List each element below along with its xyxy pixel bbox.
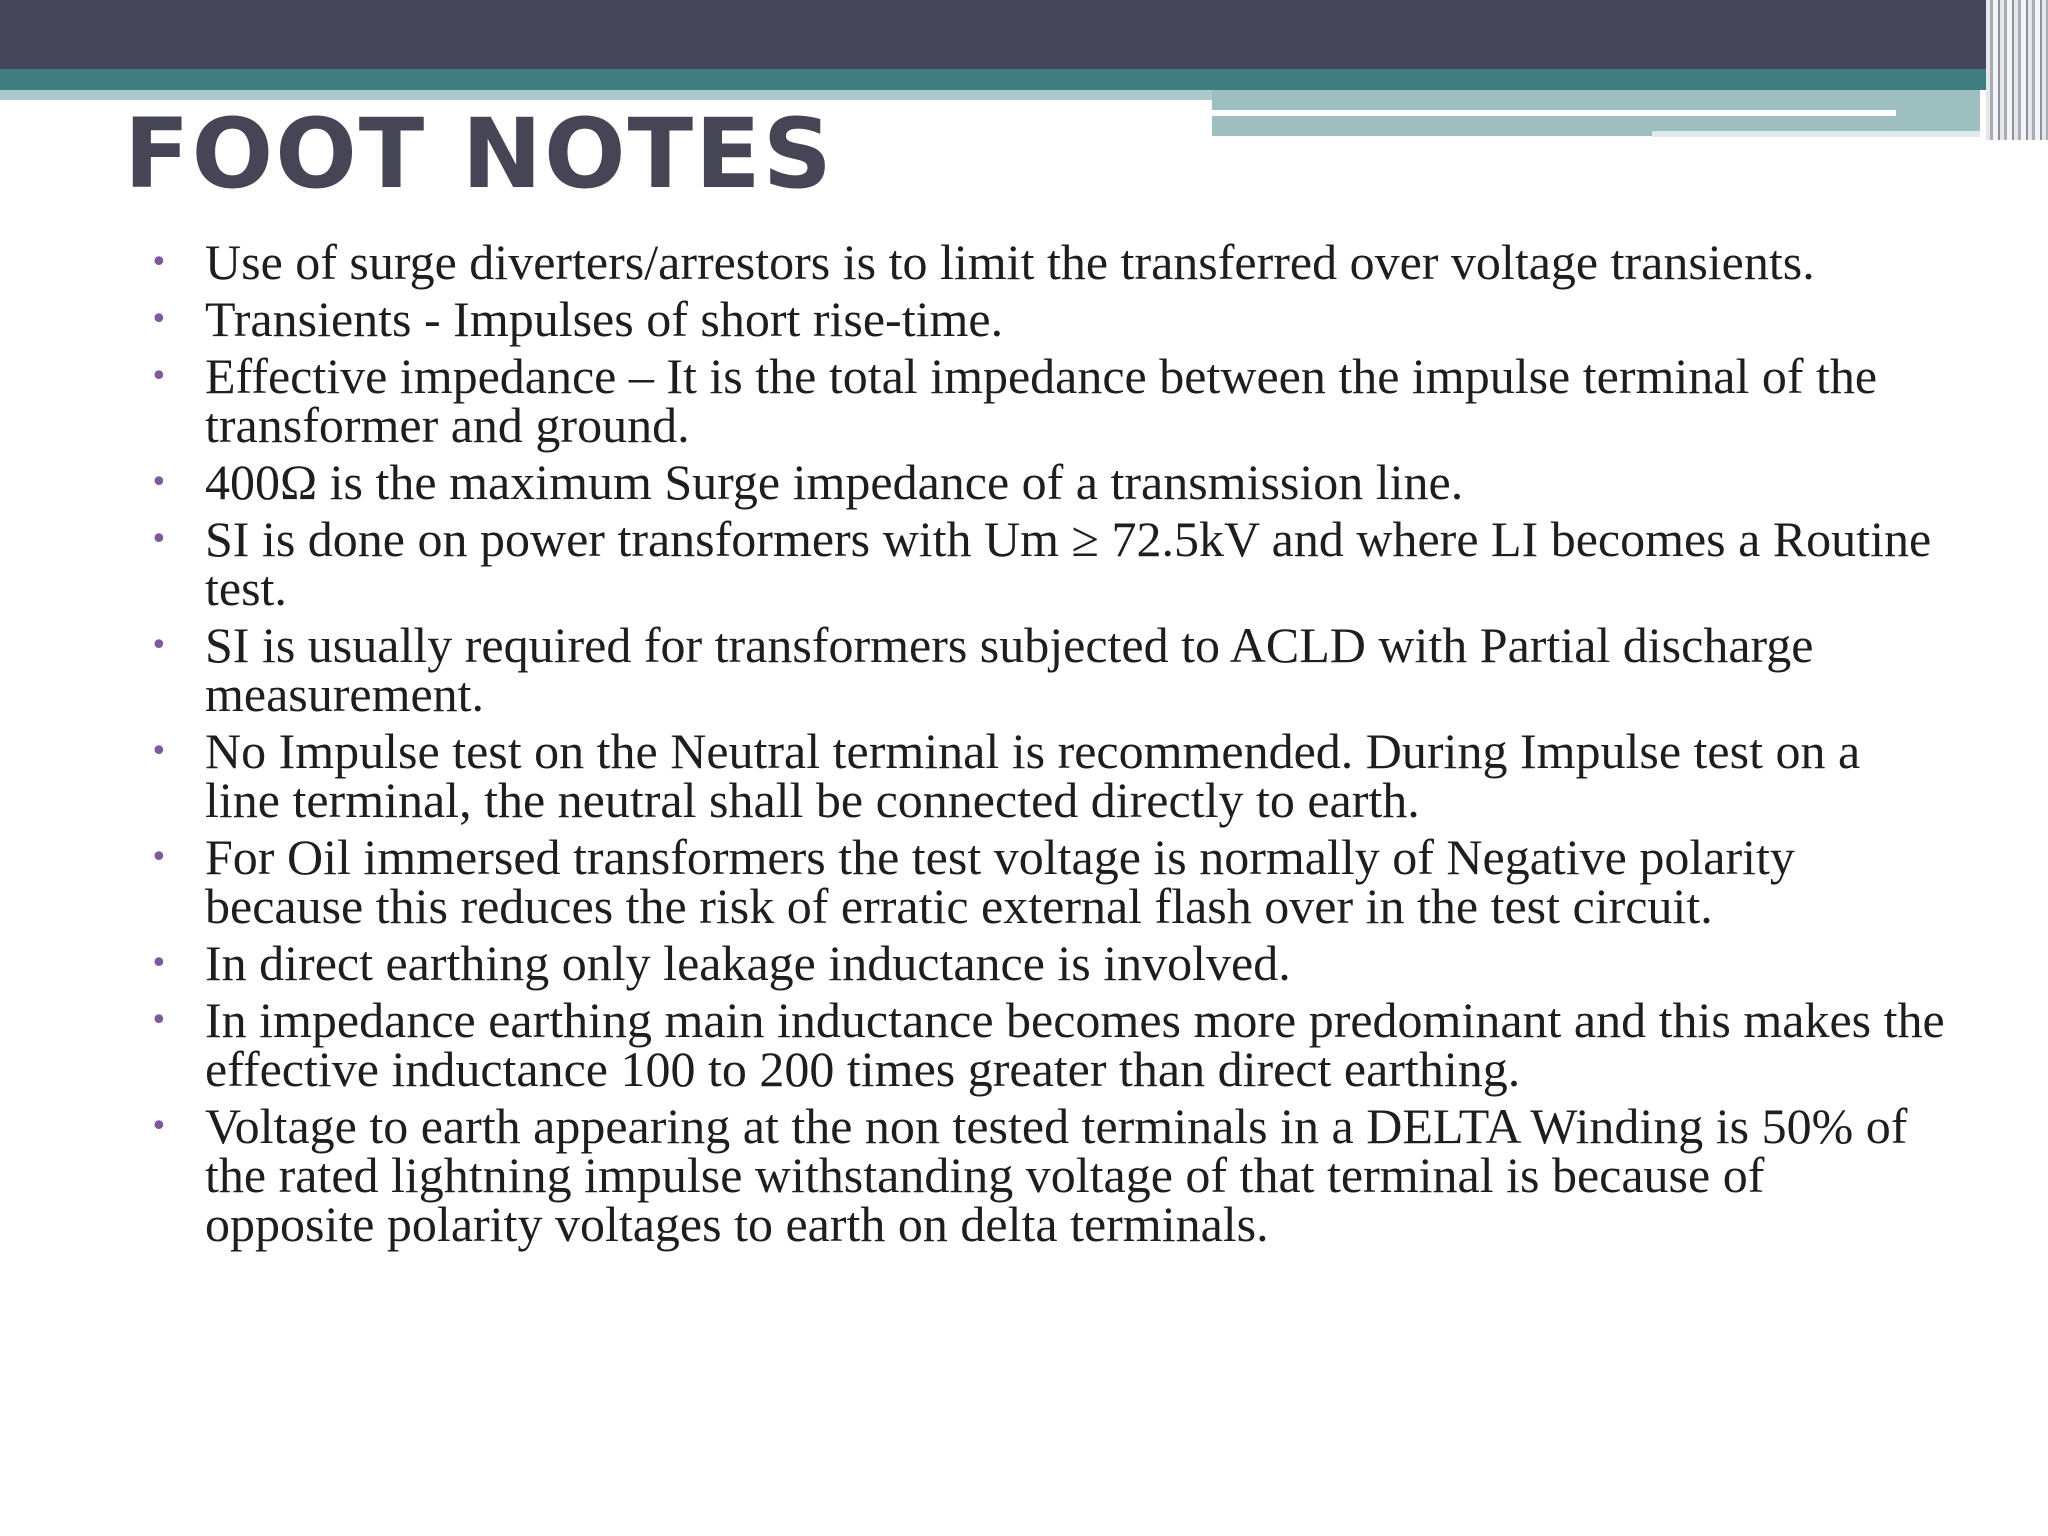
header-band-light-under	[1652, 131, 1980, 137]
header-band-divider-line	[1212, 110, 1896, 116]
bullet-text: 400Ω is the maximum Surge impedance of a transmission line.	[205, 454, 1464, 510]
bullet-text: Effective impedance – It is the total impedance between the impulse terminal of the transformer and ground.	[205, 348, 1878, 453]
bullet-text: Use of surge diverters/arrestors is to limit the transferred over voltage transients.	[205, 234, 1815, 290]
bullet-item	[0, 348, 1945, 453]
bullet-item	[0, 511, 1945, 616]
bullet-item	[0, 829, 1945, 934]
header-band-teal	[0, 69, 2048, 90]
bullet-text: Voltage to earth appearing at the non tested terminals in a DELTA Winding is 50% of the rated lightning impulse withstanding voltage of that terminal is because of opposite polarity voltages to earth on delta terminals.	[205, 1098, 1908, 1252]
bullet-marker-icon: •	[150, 302, 168, 337]
bullet-marker-icon: •	[150, 522, 168, 557]
bullet-text: SI is done on power transformers with Um ≥ 72.5kV and where LI becomes a Routine test.	[205, 511, 1932, 616]
bullet-marker-icon: •	[150, 734, 168, 769]
slide-title: FOOT NOTES	[124, 98, 834, 210]
bullet-item	[0, 992, 1945, 1097]
bullet-item	[0, 234, 1945, 290]
bullet-item	[0, 723, 1945, 828]
bullet-text: In impedance earthing main inductance becomes more predominant and this makes the effective inductance 100 to 200 times greater than direct earthing.	[205, 992, 1945, 1097]
bullet-marker-icon: •	[150, 1109, 168, 1144]
bullet-marker-icon: •	[150, 245, 168, 280]
corner-stripes-decoration	[1986, 0, 2048, 140]
bullet-item	[0, 291, 1945, 347]
bullet-item	[0, 454, 1945, 510]
bullet-text: SI is usually required for transformers subjected to ACLD with Partial discharge measurement.	[205, 617, 1814, 722]
bullet-text: In direct earthing only leakage inductance is involved.	[205, 935, 1291, 991]
header-band-dark	[0, 0, 2048, 69]
bullet-list	[0, 234, 2048, 1257]
bullet-marker-icon: •	[150, 946, 168, 981]
bullet-item	[0, 935, 1945, 991]
bullet-text: For Oil immersed transformers the test voltage is normally of Negative polarity because this reduces the risk of erratic external flash over in the test circuit.	[205, 829, 1795, 934]
bullet-marker-icon: •	[150, 359, 168, 394]
bullet-marker-icon: •	[150, 840, 168, 875]
bullet-item	[0, 617, 1945, 722]
bullet-item	[0, 1098, 1945, 1252]
bullet-text: No Impulse test on the Neutral terminal is recommended. During Impulse test on a line terminal, the neutral shall be connected directly to earth.	[205, 723, 1861, 828]
bullet-marker-icon: •	[150, 465, 168, 500]
bullet-text: Transients - Impulses of short rise-time.	[205, 291, 1004, 347]
bullet-marker-icon: •	[150, 1003, 168, 1038]
bullet-marker-icon: •	[150, 628, 168, 663]
